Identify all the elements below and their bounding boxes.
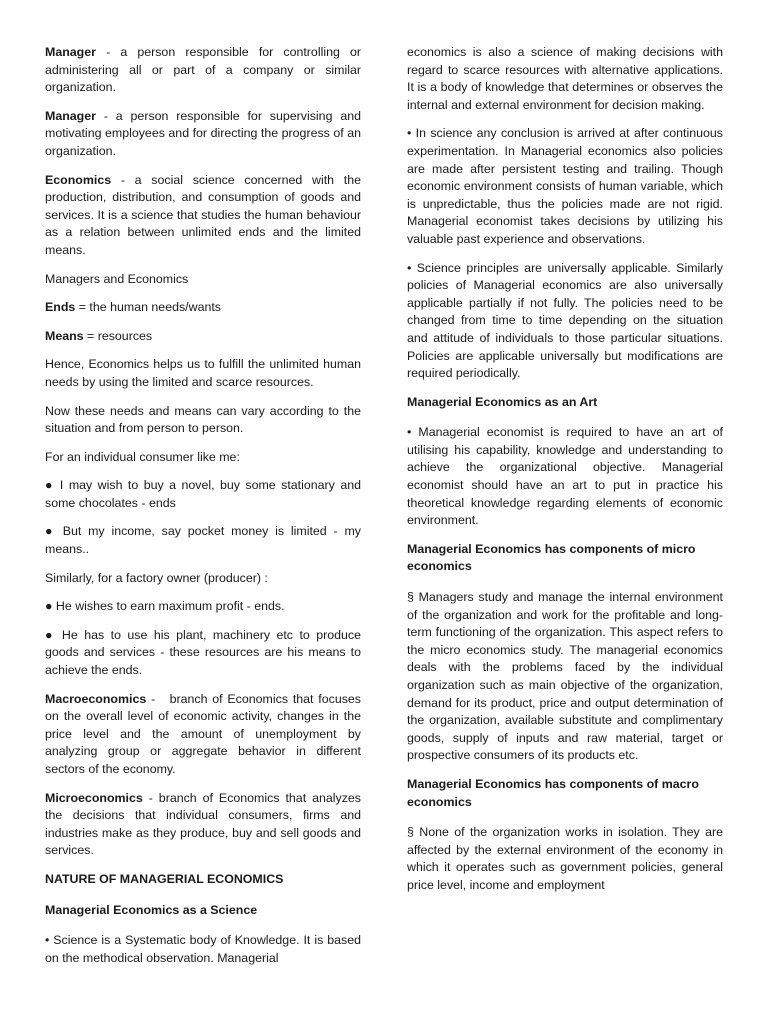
paragraph-similarly: Similarly, for a factory owner (producer) : <box>45 570 268 585</box>
right-column <box>407 44 723 906</box>
bullet-profit: ● He wishes to earn maximum profit - ends. <box>45 599 285 614</box>
term: Macroeconomics <box>45 691 147 706</box>
paragraph-science-continued: economics is also a science of making decisions with regard to scarce resources with alternative applications. It is a body of knowledge that determines or observes the internal and external environment for decision making. <box>407 45 723 112</box>
left-column <box>45 44 365 978</box>
section-heading-art: Managerial Economics as an Art <box>407 394 598 409</box>
section-heading-science: Managerial Economics as a Science <box>45 902 258 917</box>
section-heading-macro: Managerial Economics has components of macro economics <box>407 776 699 809</box>
definition-text: - a social science concerned with the production, distribution, and consumption of goods and services. It is a science that studies the human behaviour as a relation between unlimited ends and the limited means. <box>45 172 361 257</box>
term: Microeconomics <box>45 790 143 805</box>
managers-and-economics: Managers and Economics <box>45 271 189 286</box>
paragraph-science-1: • Science is a Systematic body of Knowledge. It is based on the methodical observation. Managerial <box>45 933 361 965</box>
term: Means <box>45 328 84 343</box>
paragraph-for-individual: For an individual consumer like me: <box>45 449 240 464</box>
definition-macroeconomics <box>45 691 365 779</box>
bullet-income: ● But my income, say pocket money is limited - my means.. <box>45 524 361 557</box>
section-heading-micro: Managerial Economics has components of micro economics <box>407 541 696 574</box>
definition-ends <box>45 299 361 317</box>
paragraph-macro: § None of the organization works in isolation. They are affected by the external environment of the economy in which it operates such as government policies, general price level, income and employment <box>407 825 723 892</box>
bullet-plant: ● He has to use his plant, machinery etc to produce goods and services - these resources are his means to achieve the ends. <box>45 627 361 678</box>
definition-manager-1 <box>45 44 361 97</box>
definition-text: = resources <box>83 328 153 343</box>
bullet-conclusion: • In science any conclusion is arrived at after continuous experimentation. In Managerial economics also policies are made after persistent testing and trailing. Though economic environment consists of human variable, which is unpredictable, thus the policies made are not rigid. Managerial economist takes decisions by utilizing his valuable past experience and observations. <box>407 126 723 246</box>
paragraph-now-these: Now these needs and means can vary according to the situation and from person to person. <box>45 403 361 436</box>
definition-text: - a person responsible for supervising and motivating employees and for directing the progress of an organization. <box>45 108 361 158</box>
paragraph-art: • Managerial economist is required to have an art of utilising his capability, knowledge and understanding to achieve the organizational objective. Managerial economist should have an art to put in practice his theoretical knowledge regarding elements of economic environment. <box>407 425 723 528</box>
paragraph-micro: § Managers study and manage the internal environment of the organization and work for the profitable and long-term functioning of the organization. This aspect refers to the micro economics study. The managerial economics deals with the problems faced by the individual organization such as main objective of the organization, demand for its product, price and output determination of the organization, available substitute and complimentary goods, supply of inputs and raw material, target or prospective consumers of its products etc. <box>407 590 723 763</box>
paragraph-hence: Hence, Economics helps us to fulfill the unlimited human needs by using the limited and scarce resources. <box>45 357 361 389</box>
section-heading-nature: NATURE OF MANAGERIAL ECONOMICS <box>45 871 284 886</box>
definition-means <box>45 328 361 346</box>
definition-text: - a person responsible for controlling or administering all or part of a company or similar organization. <box>45 45 361 95</box>
definition-microeconomics <box>45 790 361 860</box>
definition-manager-2 <box>45 108 361 161</box>
definition-text: - branch of Economics that analyzes the decisions that individual consumers, firms and industries make as they produce, buy and sell goods and services. <box>45 790 361 858</box>
definition-text: = the human needs/wants <box>75 300 221 315</box>
definition-text: - branch of Economics that focuses on the overall level of economic activity, changes in the price level and the amount of unemployment by analyzing group or aggregate behavior in different sectors of the economy. <box>45 691 365 776</box>
term: Ends <box>45 300 76 315</box>
term: Manager <box>45 45 96 59</box>
bullet-novel: ● I may wish to buy a novel, buy some stationary and some chocolates - ends <box>45 478 361 510</box>
term: Economics <box>45 172 112 187</box>
bullet-principles: • Science principles are universally applicable. Similarly policies of Managerial economics are also universally applicable partially if not fully. The policies need to be changed from time to time depending on the situation and attitude of individuals to those particular situations. Policies are applicable universally but modifications are required periodically. <box>407 260 723 381</box>
term: Manager <box>45 108 96 123</box>
definition-economics <box>45 172 361 260</box>
